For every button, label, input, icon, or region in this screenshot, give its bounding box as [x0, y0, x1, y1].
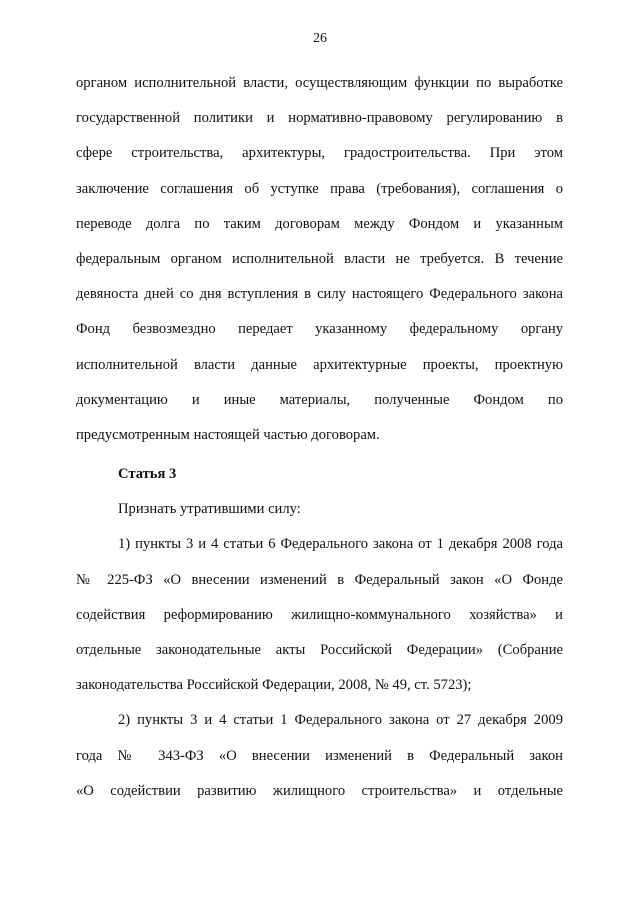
article-item-2	[76, 703, 563, 809]
text-line: сфере строительства, архитектуры, градостроительства. При этом	[76, 145, 563, 162]
text-line: 1) пункты 3 и 4 статьи 6 Федерального закона от 1 декабря 2008 года	[118, 536, 563, 553]
text-line: заключение соглашения об уступке права (требования), соглашения о	[76, 180, 563, 197]
text-line: Фонд безвозмездно передает указанному федеральному органу	[76, 321, 563, 338]
text-line: исполнительной власти данные архитектурные проекты, проектную	[76, 356, 563, 373]
article-item-1	[76, 527, 563, 703]
text-line: предусмотренным настоящей частью договорам.	[76, 426, 380, 443]
text-line: 2) пункты 3 и 4 статьи 1 Федерального закона от 27 декабря 2009	[118, 712, 563, 729]
text-line: девяноста дней со дня вступления в силу настоящего Федерального закона	[76, 286, 563, 303]
text-line: отдельные законодательные акты Российской Федерации» (Собрание	[76, 642, 563, 658]
text-line: государственной политики и нормативно-правовому регулированию в	[76, 110, 563, 127]
text-line: федеральным органом исполнительной власти не требуется. В течение	[76, 250, 563, 267]
text-line: № 225-ФЗ «О внесении изменений в Федеральный закон «О Фонде	[76, 571, 563, 588]
page-number: 26	[313, 31, 327, 46]
text-line: переводе долга по таким договорам между Фондом и указанным	[76, 215, 563, 232]
text-line: года № 343-ФЗ «О внесении изменений в Федеральный закон	[76, 747, 563, 764]
paragraph-continuation	[76, 66, 563, 453]
article-intro: Признать утратившими силу:	[118, 501, 301, 518]
text-line: «О содействии развитию жилищного строительства» и отдельные	[76, 782, 563, 799]
text-line: содействия реформированию жилищно-коммунального хозяйства» и	[76, 606, 563, 623]
text-line: законодательства Российской Федерации, 2008, № 49, ст. 5723);	[76, 677, 472, 694]
document-body	[76, 66, 563, 809]
text-line: документацию и иные материалы, полученные Фондом по	[76, 391, 563, 408]
article-heading: Статья 3	[118, 466, 177, 483]
text-line: органом исполнительной власти, осуществляющим функции по выработке	[76, 75, 563, 91]
